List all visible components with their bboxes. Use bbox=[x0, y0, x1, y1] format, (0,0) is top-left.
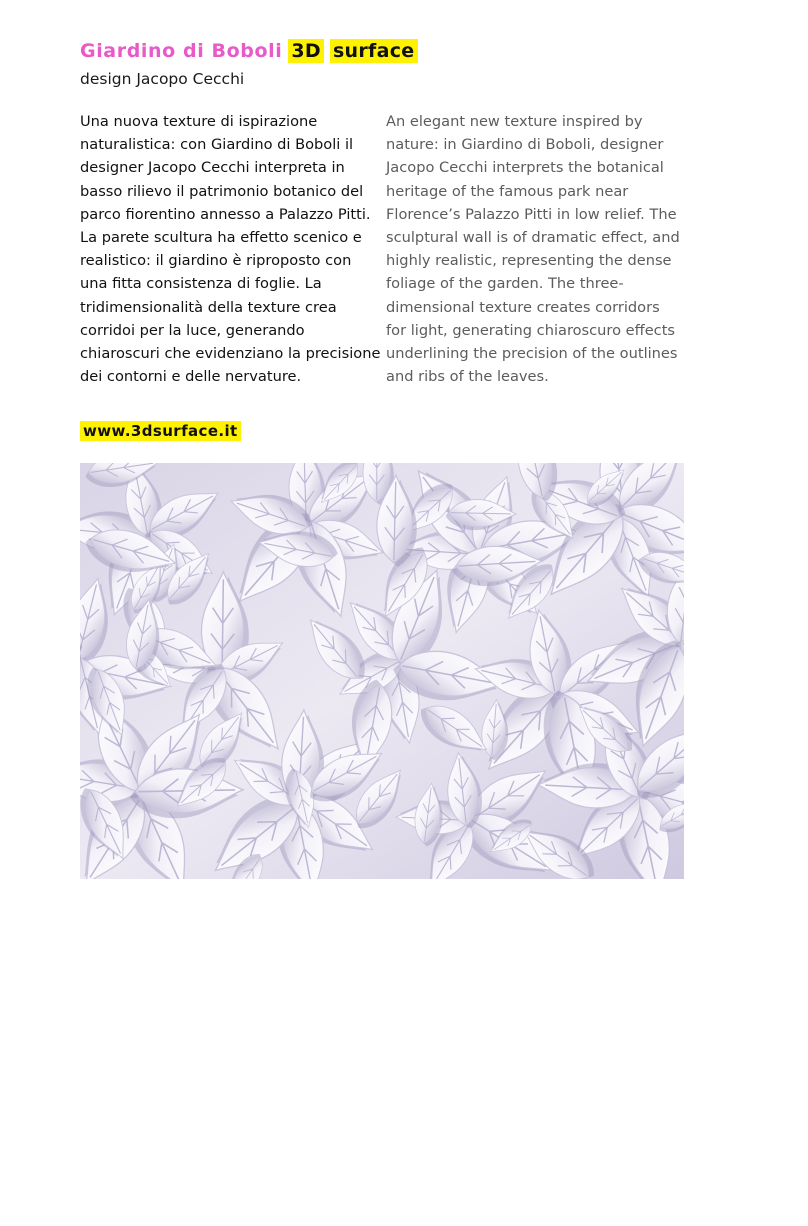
brand-name-surface: surface bbox=[330, 39, 418, 63]
article-header bbox=[80, 38, 418, 64]
website-link[interactable]: www.3dsurface.it bbox=[80, 421, 241, 441]
designer-credit: design Jacopo Cecchi bbox=[80, 70, 245, 88]
brand-name-3d: 3D bbox=[288, 39, 324, 63]
body-text-english: An elegant new texture inspired by nature: in Giardino di Boboli, designer Jacopo Cecchi interprets the botanical heritage of the famous park near Florence’s Palazzo Pitti in low relief. The sculptural wall is of dramatic effect, and highly realistic, representing the dense foliage of the garden. The three-dimensional texture creates corridors for light, generating chiaroscuro effects underlining the precision of the outlines and ribs of the leaves. bbox=[386, 113, 680, 386]
body-text-italian: Una nuova texture di ispirazione naturalistica: con Giardino di Boboli il designer Jacopo Cecchi interpreta in basso rilievo il patrimonio botanico del parco fiorentino annesso a Palazzo Pitti. La parete scultura ha effetto scenico e realistico: il giardino è riproposto con una fitta consistenza di foglie. La tridimensionalità della texture crea corridoi per la luce, generando chiaroscuri che evidenziano la precisione dei contorni e delle nervature. bbox=[80, 113, 381, 386]
product-photo bbox=[80, 463, 684, 879]
product-title: Giardino di Boboli bbox=[80, 40, 283, 62]
leaf-relief-texture bbox=[80, 463, 684, 879]
